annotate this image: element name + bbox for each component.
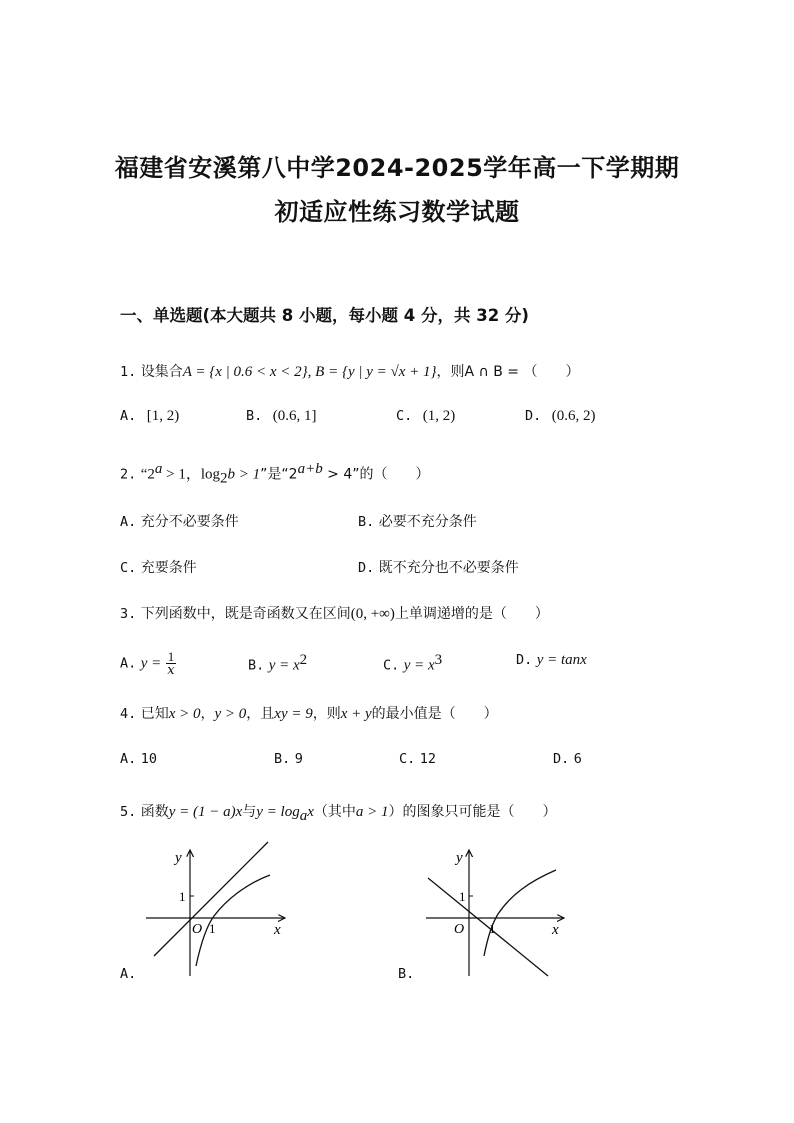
q5-graph-b[interactable] <box>398 840 578 990</box>
question-1 <box>120 361 580 381</box>
q2-option-c[interactable]: C. 充要条件 <box>120 560 197 576</box>
y-axis-label: y <box>175 850 182 866</box>
question-number: 5. <box>120 804 137 820</box>
y-tick-label: 1 <box>459 889 466 904</box>
question-3: 3. 下列函数中，既是奇函数又在区间(0, +∞)上单调递增的是（ ） <box>120 606 549 622</box>
x-axis-label: x <box>552 922 559 938</box>
question-number: 1. <box>120 364 137 380</box>
q2-option-b[interactable]: B. 必要不充分条件 <box>358 514 477 530</box>
x-tick-label: 1 <box>209 921 216 936</box>
q5-option-b-label[interactable]: B. <box>398 966 415 982</box>
q1-option-d[interactable]: D. (0.6, 2) <box>525 408 596 424</box>
y-tick-label: 1 <box>179 889 186 904</box>
log-function-curve <box>484 870 556 956</box>
question-number: 4. <box>120 706 137 722</box>
q3-option-b[interactable]: B. $y = x^2$ <box>248 652 308 674</box>
x-tick-label: 1 <box>489 921 496 936</box>
q5-graph-a[interactable] <box>118 840 298 990</box>
question-4: 4. 已知x > 0，y > 0，且xy = 9，则x + y的最小值是（ ） <box>120 706 498 722</box>
origin-label: O <box>454 922 465 937</box>
q1-option-b[interactable]: B. (0.6, 1] <box>246 408 317 424</box>
question-text: 设集合 <box>140 364 183 380</box>
origin-label: O <box>192 922 203 937</box>
question-number: 2. <box>120 466 137 483</box>
q2-option-a[interactable]: A. 充分不必要条件 <box>120 514 239 530</box>
interval: (0, +∞) <box>350 606 395 622</box>
q4-option-c[interactable]: C. 12 <box>399 751 436 767</box>
q3-option-a[interactable]: A. y = $\frac{1}{x}$ <box>120 649 175 678</box>
q1-option-a[interactable]: A. [1, 2) <box>120 408 180 424</box>
section-heading: 一、单选题(本大题共 8 小题，每小题 4 分，共 32 分) <box>120 306 529 325</box>
x-axis-label: x <box>274 922 281 938</box>
linear-function-line <box>154 842 268 956</box>
exam-title-line2: 初适应性练习数学试题 <box>274 198 520 226</box>
exam-title-line1: 福建省安溪第八中学2024-2025学年高一下学期期 <box>114 154 680 182</box>
q3-option-d[interactable]: D. y = tanx <box>516 652 587 668</box>
q1-option-c[interactable]: C. (1, 2) <box>396 408 456 424</box>
q4-option-a[interactable]: A. 10 <box>120 751 157 767</box>
q4-option-b[interactable]: B. 9 <box>274 751 303 767</box>
q4-option-d[interactable]: D. 6 <box>553 751 582 767</box>
question-text-suffix: ，则A ∩ B = （ ） <box>436 364 580 380</box>
y-axis-label: y <box>456 850 463 866</box>
question-2: 2. “$2^a > 1$，$\log_2b > 1$”是“$2^{a+b} > 4$”的（ ） <box>120 461 430 487</box>
log-function-curve <box>196 875 270 966</box>
q2-option-d[interactable]: D. 既不充分也不必要条件 <box>358 560 519 576</box>
question-number: 3. <box>120 606 137 622</box>
q3-option-c[interactable]: C. $y = x^3$ <box>383 652 443 674</box>
set-definition: A = {x | 0.6 < x < 2}, B = {y | y = √x + 1} <box>182 364 437 380</box>
q5-option-a-label[interactable]: A. <box>120 966 137 982</box>
question-5: 5. 函数y = (1 − a)x与$y = \log_ax$（其中a > 1）的图象只可能是（ ） <box>120 804 557 824</box>
fraction: $\frac{1}{x}$ <box>167 649 175 678</box>
linear-function-line <box>428 878 548 976</box>
